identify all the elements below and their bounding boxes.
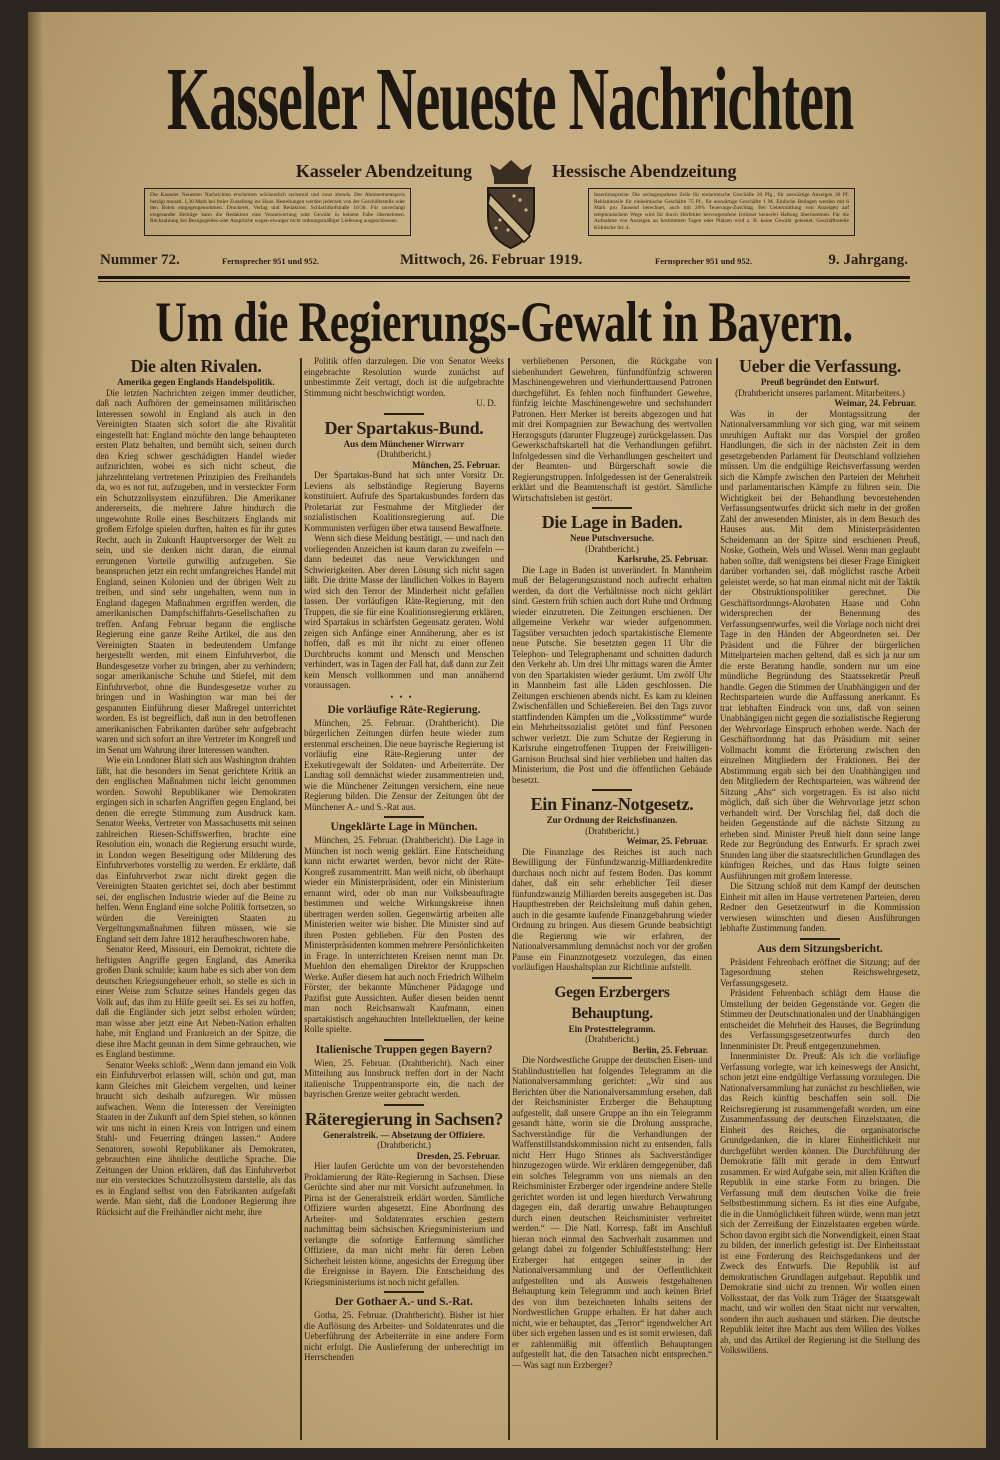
- issue-date: Mittwoch, 26. Februar 1919.: [400, 252, 583, 268]
- advertising-rates-box: Insertionspreise: Die sechsgespaltene Zeile für einheimische Geschäfte 20 Pfg., für auswärtige Anzeigen 30 Pf. Reklamezeile für einheimische Geschäfte 75 Pf., für auswärtige Geschäfte 1 M. Einfache Beilagen werden mit 6 Mark pro Tausend berechnet, auch mit 20% Teuerungs-Zuschlag. Bei Uebermittlung von Anzeigen auf telephonischem Wege wird für durch Hörfehler hervorgerufene Irrtümer keinerlei Haftung übernommen. Für die Aufnahme von Anzeigen an bestimmten Tagen oder Plätzen wird z. B. keine Gewähr geleistet. Geschäftsstelle Kölnische Str. 4.: [588, 188, 855, 236]
- article-dateline: Karlsruhe, 25. Februar.: [617, 554, 708, 564]
- paragraph: verbliebenen Personen, die Rückgabe von siebenhundert Gewehren, fünfundfünfzig schweren Maschinengewehren und vierhunderttausend Patronen durchgeführt. Es fehlen noch fünfhundert Gewehre, fünfzig leichte Maschinengewehre und sechshundert Patronen. Herr Merker ist bereits abgezogen und hat mit drei Kompagnien zur Bewachung des wertvollen Herzogsguts (darunter Flugzeuge) zurückgelassen. Das Gewerkschaftskartell hat die Verhandlungen geführt. Infolgedessen sind die Verhandlungen gescheitert und der Beamten- und Bürgerschaft sowie die Regierungstruppen. Infolgedessen ist der Generalstreik erklärt und die Beamtenschaft ist gestört. Sämtliche Wirtschaftsleben ist gestört.: [512, 356, 712, 503]
- subscription-info-box: Die Kasseler Neuesten Nachrichten erscheinen wöchentlich sechsmal und zwar abends. Der Abonnementspreis beträgt monatl. 1,30 Mark bei freier Zustellung ins Haus. Bestellungen werden jederzeit von der Geschäftsstelle oder den Boten entgegengenommen. Druckerei, Verlag und Redaktion: Schlachthofstraße 10/30. Für unverlangt eingesandte Beiträge kann die Redaktion eine Verantwortung oder Gewähr in keinem Falle übernehmen. Rückzahlung des Bezugsgeldes oder Ansprüche wegen etwaiger nicht ordnungsmäßiger Lieferung ausgeschlossen.: [144, 188, 411, 236]
- paragraph: Was in der Montagssitzung der Nationalversammlung vor sich ging, war mit seinem unruhigen Auftakt nur das Vorspiel der großen Handlungen, die sich in der nächsten Zeit in dem gesetzgebenden Parlament für Deutschland vollziehen müssen. Um die endgültige Reichsverfassung werden sich die Kämpfe zwischen den Parteien der Mehrheit und parlamentarischen Kämpfe zu führen sein. Die Wichtigkeit bei der Behandlung bevorstehenden Verfassungsentwurfes drückt sich mehr in der großen Zahl der anwesenden Minister, als in dem Besuch des Hauses aus. Mit dem Ministerpräsidenten Scheidemann an der Spitze sind erschienen Preuß, Noske, Gothein, Wels und Wissel. Wenn man geglaubt haben sollte, daß wenigstens bei dieser Frage Einigkeit darüber vorhanden sei, daß möglichst rasche Arbeit geleistet werde, so hat man einmal nicht mit der Taktik der Obstruktionspolitiker gerechnet. Die Geschäftsordnungs-Akrobaten Haase und Cohn widersprechen der Benennung des Verfassungsentwurfes, weil die Vorlage noch nicht drei Tage in den Händen der Abgeordneten sei. Der Präsident und die Führer der bürgerlichen Mittelparteien machen geltend, daß es sich ja nur um die erste Beratung handle, sondern nur um eine mündliche Begründung des Staatssekretär Preuß handle. Gegen die Stimmen der Unabhängigen und der Rechtsparteien wurde die Auffassung anerkannt. Es trat lebhaften Eindruck von uns, daß von seinen Unabhängigen nicht gegen die sozialistische Regierung der Wehrvorlage Einspruch erhoben werde. Nach der Geschäftsordnung hat das Präsidium mit seiner Vollmacht kommt die Erörterung zwischen den einzelnen Mitgliedern der Fraktionen. Bei der Abstimmung ergab sich bei den Unabhängigen und den Mitgliedern der Rechtsparteien, was während der Sitzung „Ahs“ sich vorgetragen. Es ist also nicht möglich, daß sich über die Wehrvorlage jetzt schon verhandelt wird. Der Vorschlag fiel, daß doch die beiden Gegenstände auf die nächste Sitzung zu erheben sind. Minister Preuß hielt dann seine lange Rede zur Begründung des Entwurfs. Er sprach zwei Stunden lang über die staatsrechtlichen Grundlagen des künftigen Reiches, und das Haus folgte seinen Ausführungen mit großem Interesse.: [720, 408, 920, 881]
- article-title: Aus dem Sitzungsbericht.: [757, 942, 883, 955]
- wire-note: (Drahtbericht.): [585, 1034, 639, 1044]
- article-dateline: München, 25. Februar.: [412, 459, 500, 470]
- hessian-crest-icon: [480, 158, 542, 250]
- article-title: Ungeklärte Lage in München.: [330, 821, 478, 833]
- paragraph: Die Finanzlage des Reiches ist auch nach Bewilligung der Fünfundzwanzig-Milliardenkredite durchaus noch nicht auf festem Boden. Das kommt daher, daß ein sehr erheblicher Teil dieser fünfundzwanzig Milliarden bereits ausgegeben ist. Das Hauptbestreben der Reichsleitung muß dahin gehen, auch in die gesamte laufende Finanzgebahrung wieder Ordnung zu bringen. Aus diesem Grunde beabsichtigt die Regierung wie wir erfahren, der Nationalversammlung demnächst noch vor der großen Pause ein Finanznotgesetz vorzulegen, das einen vorläufigen Haushaltsplan zur Richtlinie aufstellt.: [512, 846, 712, 972]
- divider: [384, 816, 424, 818]
- divider: [592, 977, 632, 979]
- article-title: Die alten Rivalen.: [130, 356, 262, 376]
- subtitle-left: Kasseler Abendzeitung: [295, 161, 472, 181]
- paragraph: Senator Reed, Missouri, ein Demokrat, richtete die heftigsten Angriffe gegen England, das Amerika großen Dank schulde; kaum habe es sich aber von dem deutschen Kriegsungeheuer erholt, so stelle es sich in einer Weise zum Schutze seines Handels gegen das Volk auf, das ihm zu Hilfe geeilt sei. Es sei zu hoffen, daß die Engländer sich jetzt selbst erholen würden; man wisse aber jetzt eine Art Neben-Nation erhalten habe, mit England und Frankreich an der Spitze, die diese ihre Macht gennan in dem Sinne gebrauchen, wie es England bestimme.: [96, 944, 296, 1059]
- paragraph: Die letzten Nachrichten zeigen immer deutlicher, daß nach Aufhören der gemeinsamen militärischen Interessen sowohl in England als auch in den Vereinigten Staaten sich sofort die alte Rivalität eingestellt hat: England möchte den lange behaupteten ersten Platz behalten, und bemüht sich, seinen durch den Krieg schwer geschädigten Handel wieder aufzurichten, wobei es sich nicht scheut, die jahrzehntelang vertretenen Prinzipien des Freihandels da, wo es not tut, aufzugeben, und in versteckter Form ein Schutzzollsystem einzuführen. Die Amerikaner andererseits, die mehrere Jahre hindurch die ungewohnte Rolle eines Beschützers Englands mit großem Erfolge spielen durften, halten es für ihr gutes Recht, auch in Zukunft Hauptversorger der Welt zu sein, und sie denken nicht daran, die einmal errungenen Vorteile gutwillig aufzugeben. Sie beanspruchen jetzt ein recht umfangreiches Handel mit England, seinen Kolonien und der übrigen Welt zu treiben, und sind sehr ungehalten, wenn nun in England dagegen Maßnahmen ergriffen werden, die amerikanischen Dampfschiffahrts-Gesellschaften zu treffen. Anfang Februar begann die englische Regierung eine ganze Reihe Artikel, die aus den Vereinigten Staaten in bedeutendem Umfange hergestellt werden, mit einem Einfuhrverbot, die Bundesgesetze vorher zu bringen, aber zu verhindern; sogar amerikanische Schuhe und Stiefel, mit dem Einfuhrverbot, ohne die Bundesgesetze vorher zu bringen und in Washington war man bei der gespannten Einführung dieser Maßregel unterrichtet worden. Es ist begreiflich, daß nun in den betroffenen amerikanischen Fabrikanten darüber sehr aufgebracht waren und sich sofort an ihre Vertreter im Kongreß und im Senat um Wahrung ihrer Interessen wandten.: [96, 387, 296, 755]
- paragraph: Gotha, 25. Februar. (Drahtbericht). Bisher ist hier die Auflösung des Arbeiter- und Soldatenrates und die Ueberführung der Arbeiterräte in eine andere Form nicht erfolgt. Die Auslieferung der unberechtigt im Herrschenden: [304, 1310, 504, 1362]
- paragraph: München, 25. Februar. (Drahtbericht). Die Lage in München ist noch wenig geklärt. Eine Entscheidung kann nicht erwartet werden, bevor nicht der Räte-Kongreß zusammentritt. Man weiß nicht, ob überhaupt wieder ein Ministerpräsident, oder ein Ministerium ernannt wird, oder ob man nur Volksbeauftragte bestimmen und welche Wirkungskreise ihnen übertragen werden sollen. Gegenwärtig arbeiten alle Ministerien weiter wie bisher. Die Minister sind auf ihren Posten geblieben. Für den Posten des Ministerpräsidenten kommen mehrere Persönlichkeiten in Frage. In unterrichteten Kreisen nennt man Dr. Muehlon den ehemaligen Direktor der Kruppschen Werke. Außer diesem hat auch noch Friedrich Wilhelm Förster, der bekannte Münchener Pädagoge und Pazifist gute Aussichten. Außer diesen beiden nennt man noch Reichsanwalt Kaufmann, einen spartakistisch angehauchten Intellektuellen, der keine Rolle spielte.: [304, 835, 504, 1034]
- volume-year: 9. Jahrgang.: [828, 252, 908, 268]
- article-title: Die Lage in Baden.: [541, 512, 683, 532]
- paragraph: Politik offen darzulegen. Die von Senator Weeks eingebrachte Resolution wurde zunächst auf unbestimmte Zeit vertagt, doch ist die aufgebrachte Stimmung nicht beschwichtigt worden.: [304, 356, 504, 398]
- column-4: [720, 356, 920, 1356]
- article-dateline: Weimar, 25. Februar.: [626, 836, 708, 846]
- article-title: Räteregierung in Sachsen?: [304, 1108, 504, 1129]
- wire-note: (Drahtbericht unseres parlament. Mitarbeiters.): [735, 387, 905, 398]
- wire-note: (Drahtbericht.): [377, 1140, 431, 1150]
- column-rule: [716, 358, 718, 1440]
- article-kicker: Zur Ordnung der Reichsfinanzen.: [546, 815, 678, 825]
- masthead-title: Kasseler Neueste Nachrichten: [166, 50, 854, 150]
- divider-dots: •••: [390, 691, 418, 702]
- article-kicker: Aus dem Münchener Wirrwarr: [343, 438, 465, 449]
- article-dateline: Dresden, 25. Februar.: [416, 1150, 500, 1161]
- paragraph: Präsident Fehrenbach eröffnet die Sitzung; auf der Tagesordnung stehen Reichswehrgesetz, Verfassungsgesetz.: [720, 956, 920, 988]
- masthead-rule-thin: [98, 281, 910, 282]
- divider: [384, 1291, 424, 1293]
- article-title: Der Spartakus-Bund.: [324, 417, 484, 438]
- issue-number: Nummer 72.: [100, 252, 180, 268]
- paragraph: Die Lage in Baden ist unverändert. In Mannheim muß der Belagerungszustand noch aufrecht erhalten werden, da dort die Verhältnisse noch nicht geklärt sind. Gestern früh schien auch dort Ruhe und Ordnung wieder einzutreten. Die Zeitungen erschienen. Der allgemeine Verkehr war wieder aufgenommen. Tagsüber versuchten jedoch spartakistische Elemente neue Putsche. Sie besetzten gegen 11 Uhr die Telephon- und Telegraphenamt und schnitten dadurch den Verkehr ab. Um drei Uhr mittags waren die Ämter von den Spartakisten wieder geräumt. Um zwölf Uhr in Mannheim fast alle Läden geschlossen. Die Zeitungen erschienen abends nicht. Es kam zu kleinen Zwischenfällen und Schießereien. Bei den Tags zuvor stattfindenden Kämpfen um die „Volksstimme“ wurde ein Mehrheitssozialist getötet und fünf Personen schwer verletzt. Die zum Schutze der Regierung in Karlsruhe eingetroffenen Truppen der Freiwilligen-Garnison Bruchsal sind hier verblieben und halten das Ministerium, die Post und die öffentlichen Gebäude besetzt.: [512, 564, 712, 785]
- article-dateline: Berlin, 25. Februar.: [632, 1044, 708, 1055]
- masthead-rule: [98, 276, 910, 279]
- author-signature: U. D.: [476, 398, 496, 408]
- paragraph: Präsident Fehrenbach schlägt dem Hause die Umstellung der beiden Gegenstände vor. Gegen die Stimmen der Deutschnationalen und der Unabhängigen entscheidet die Mehrheit des Hauses, die Begründung des Verfassungsgesetzentwurfes durch den Innenminister Dr. Preuß entgegenzunehmen.: [720, 988, 920, 1051]
- phone-right: Fernsprecher 951 und 952.: [655, 256, 752, 266]
- article-dateline: Weimar, 24. Februar.: [834, 398, 916, 408]
- article-title: Italienische Truppen gegen Bayern?: [315, 1043, 493, 1056]
- paragraph: Innenminister Dr. Preuß: Als ich die vorläufige Verfassung vorlegte, war ich keineswegs der Ansicht, schon jetzt eine endgültige Verfassung vorzulegen. Die Nationalversammlung hat zunächst zu beschließen, wie das Reich künftig beschaffen sein soll. Die Reichsregierung ist zusammengefaßt worden, um eine Zusammenfassung der deutschen Einzelstaaten, die Einheit des Reiches, die organisatorische Grundgedanken, die in klarer Einheitlichkeit nur durchgeführt werden können. Die Durchführung der Demokratie fällt mit gerade in dem Entwurf zusammen. Er wird Aufgabe sein, mit allen Kräften die Republik in eine starke Form zu bringen. Die Verfassung muß dem deutschen Volke die freie Selbstbestimmung sichern. Es ist dies eine Aufgabe, die in die Unmöglichkeit führen würde, wenn man jetzt sich der Zerreißung der Einzelstaaten ergeben würde. Schon davon ergibt sich die Notwendigkeit, einen Staat zu bilden, der innerlich gefestigt ist. Der Einheitsstaat ist eine Forderung des Reichsgedankens und der Zweck des Entwurfs. Die Republik ist auf demokratischen Grundlagen aufgebaut. Republik und Demokratie sind nicht zu trennen. Wir wollen einen Volksstaat, der das Volk zum Träger der Staatsgewalt macht, und wir wollen den Staat nicht nur verwalten, sondern ihn auch ausbauen und stärken. Die deutsche Republik leitet ihre Macht aus dem Willen des Volkes ab, und das Artikel der Regierung ist die Stellung des Volkswillens.: [720, 1051, 920, 1355]
- paragraph: Die Sitzung schloß mit dem Kampf der deutschen Einheit mit allen im Hause vertretenen Parteien, deren Redner den Gesetzentwurf in die Kommission verwiesen wünschten und diesen Ausführungen lebhafte Zustimmung fanden.: [720, 881, 920, 933]
- column-3: [512, 356, 712, 1370]
- paragraph: Der Spartakus-Bund hat sich unter Vorsitz Dr. Leviens als selbständige Regierung Bayerns konstituiert. Aufrufe des Spartakusbundes fordern das Proletariat zur Festnahme der Mitglieder der sozialistischen Koalitionsregierung auf. Die Kommunisten verfügen über etwa tausend Bewaffnete.: [304, 470, 504, 533]
- article-title: Die vorläufige Räte-Regierung.: [327, 703, 481, 716]
- page-fold-edge: [28, 12, 44, 1448]
- article-kicker: Generalstreik. — Absetzung der Offiziere.: [323, 1129, 485, 1140]
- divider: [384, 1039, 424, 1041]
- divider: [592, 507, 632, 509]
- column-1: [96, 356, 296, 1217]
- article-kicker: Neue Putschversuche.: [570, 533, 654, 543]
- dateline-bar: [100, 252, 908, 272]
- paragraph: München, 25. Februar. (Drahtbericht). Die bürgerlichen Zeitungen dürfen heute wieder zum erstenmal erscheinen. Die neue bayrische Regierung ist vorläufig eine Räte-Regierung unter der Exekutivgewalt der Soldaten- und Arbeiterräte. Der Landtag soll demnächst wieder zusammentreten und, wie die Münchener Zeitungen versichern, eine neue Regierung bilden. Die Zensur der Zeitungen übt der Münchener A.- und S.-Rat aus.: [304, 717, 504, 812]
- article-title: Ein Finanz-Notgesetz.: [530, 794, 694, 814]
- wire-note: (Drahtbericht.): [377, 449, 431, 459]
- article-kicker: Amerika gegen Englands Handelspolitik.: [117, 377, 275, 387]
- main-headline: Um die Regierungs-Gewalt in Bayern.: [155, 290, 853, 354]
- subtitle-right: Hessische Abendzeitung: [552, 161, 737, 181]
- divider: [384, 1104, 424, 1106]
- phone-left: Fernsprecher 951 und 952.: [222, 256, 319, 266]
- paragraph: Wien, 25. Februar. (Drahtbericht). Nach einer Mitteilung aus Innsbruck treffen dort in der Nacht italienische Truppentransporte ein, die nach der bayrischen Grenze weiter gebracht werden.: [304, 1057, 504, 1099]
- wire-note: (Drahtbericht.): [585, 825, 639, 836]
- article-kicker: Preuß begründet den Entwurf.: [760, 377, 880, 387]
- column-rule: [300, 358, 302, 1440]
- paragraph: Die Nordwestliche Gruppe der deutschen Eisen- und Stahlindustriellen hat folgendes Telegramm an die Nationalversammlung gerichtet: „Wir sind aus Berichten über die Nationalversammlung ersehen, daß der Reichsminister Erzberger die Behauptung aufgestellt, daß unsere Gruppe an ihn ein Telegramm gesandt hätte, worin sie die Drohung aussprache, Sachverständige für die Verhandlungen der Waffenstillstandskommission nicht zu entsenden, falls nicht Herr Hugo Stinnes als Sachverständiger hinzugezogen würde. Wir erklären demgegenüber, daß ein solches Telegramm von uns niemals an den Reichsminister Erzberger oder irgendeine andere Stelle gerichtet worden ist und legen hierdurch Verwahrung dagegen ein, daß derartig unwahre Behauptungen durch einen deutschen Reichsminister verbreitet werden.“ — Die Natl. Korresp. faßt im Anschluß hieran noch einmal den Sachverhalt zusammen und gelangt dabei zu folgender Schlußfeststellung: Herr Erzberger hat entgegen seiner in der Nationalversammlung und der Oeffentlichkeit aufgestellten und als Ausweis festgehaltenen Behauptung kein Telegramm und auch keinen Brief des von ihm bezeichneten Inhalts seitens der Nordwestlichen Gruppe erhalten. Er hat daher auch nicht, wie er behauptet, das „Terror“ irgendwelcher Art über sich ergehen lassen und es ist somit erwiesen, daß er zahlenmäßig mit öffentlich Behauptungen aufgestellt hat, die den Tatsachen nicht entsprechen.“ — Was sagt nun Erzberger?: [512, 1055, 712, 1370]
- article-kicker: Ein Protesttelegramm.: [568, 1023, 656, 1034]
- article-title: Der Gothaer A.- und S.-Rat.: [335, 1296, 473, 1308]
- article-title: Gegen Erzbergers Behauptung.: [554, 983, 670, 1022]
- column-rule: [508, 358, 510, 1440]
- paragraph: Senator Weeks schloß: „Wenn dann jemand ein Volk ein Einfuhrverbot erlassen will, schön und gut, man kann Gleiches mit Gleichem vergelten, und keiner braucht sich deshalb aufzuregen. Wir müssen aufwachen. Wenn die Interessen der Vereinigten Staaten in der Zukunft auf dem Spiel stehen, so können wir uns nicht in einen Kreis von Intrigen und einem Stahl- und Feuerring drängen lassen.“ Andere Senatoren, sowohl Republikaner als Demokraten, gebrauchten eine ähnliche deutliche Sprache. Die Zeitungen der Union erklären, daß das Einfuhrverbot nur ein verstecktes Schutzzollsystem darstelle, als das es in England selbst von den Fabrikanten aufgefaßt werde. Man sieht, daß die Londoner Regierung ihre Rücksicht auf die Freihändler nicht mehr, ihre: [96, 1059, 296, 1217]
- column-2: [304, 356, 504, 1363]
- divider: [592, 789, 632, 791]
- divider: [384, 413, 424, 415]
- article-title: Ueber die Verfassung.: [739, 356, 901, 376]
- divider: [800, 938, 840, 940]
- wire-note: (Drahtbericht.): [585, 543, 639, 554]
- paragraph: Wenn sich diese Meldung bestätigt, — und nach den vorliegenden Anzeichen ist kaum daran zu zweifeln — dann bedeutet das neue Verwicklungen und Schwierigkeiten. Aber deren Lösung sich nicht sagen läßt. Die dritte Masse der ländlichen Volkes in Bayern wird sich den Terror der Minderheit nicht gefallen lassen. Der vorläufigen Räte-Regierung, mit den Truppen, die sie für eine Koalitionsregierung erklären, wird Spartakus in schärfsten Gegensatz geraten. Wohl zeigen sich Anfänge einer Annäherung, aber es ist hoffen, daß es mit ihr nicht zu einer offenen Durchbruchs kommt und Mensch und Menschen verhindert, was in Tagen der Fall hat, daß dann zur Zeit kein Mensch vollkommen und man annähernd voraussagen.: [304, 533, 504, 690]
- paragraph: Wie ein Londoner Blatt sich aus Washington drahten läßt, hat die besonders im Senat gerichtete Kritik an den englischen Maßnahmen nicht leicht genommen worden. Sowohl Republikaner wie Demokraten ergingen sich in scharfen Angriffen gegen England, bei denen die erregte Stimmung zum Ausdruck kam. Senator Weeks, Vertreter von Massachusetts mit seinen zahlreichen Riesen-Schiffswerften, brachte eine Resolution ein, wonach die Regierung ersucht wurde, in London wegen Beseitigung oder Milderung des Einfuhrverbotes vorstellig zu werden. Er erklärte, daß das Einfuhrverbot zwar nicht direkt gegen die Vereinigten Staaten gerichtet sei, doch aber bestimmt sei, der englischen Industrie wieder auf die Beine zu helfen. Wenn England eine solche Politik fortsetzen, so würden die Vereinigten Staaten zu Vergeltungsmaßnahmen führen müssen, wie sie England seit dem Jahre 1812 heraufbeschworen habe.: [96, 755, 296, 944]
- paragraph: Hier laufen Gerüchte um von der bevorstehenden Proklamierung der Räte-Regierung in Sachsen. Diese Gerüchte sind aber nur mit Vorsicht aufzunehmen. In Pirna ist der Generalstreik erklärt worden. Sämtliche Offiziere wurden abgesetzt. Eine Abordnung des Arbeiter- und Soldatenrates erschien gestern nachmittag beim sächsischen Kriegsministerium und verlangte die sofortige Entfernung sämtlicher Offiziere, da man nicht mehr für deren Leben Sicherheit leisten könne, angesichts der Erregung über die Ereignisse in Bayern. Die Entscheidung des Kriegsministeriums ist noch nicht gefallen.: [304, 1161, 504, 1287]
